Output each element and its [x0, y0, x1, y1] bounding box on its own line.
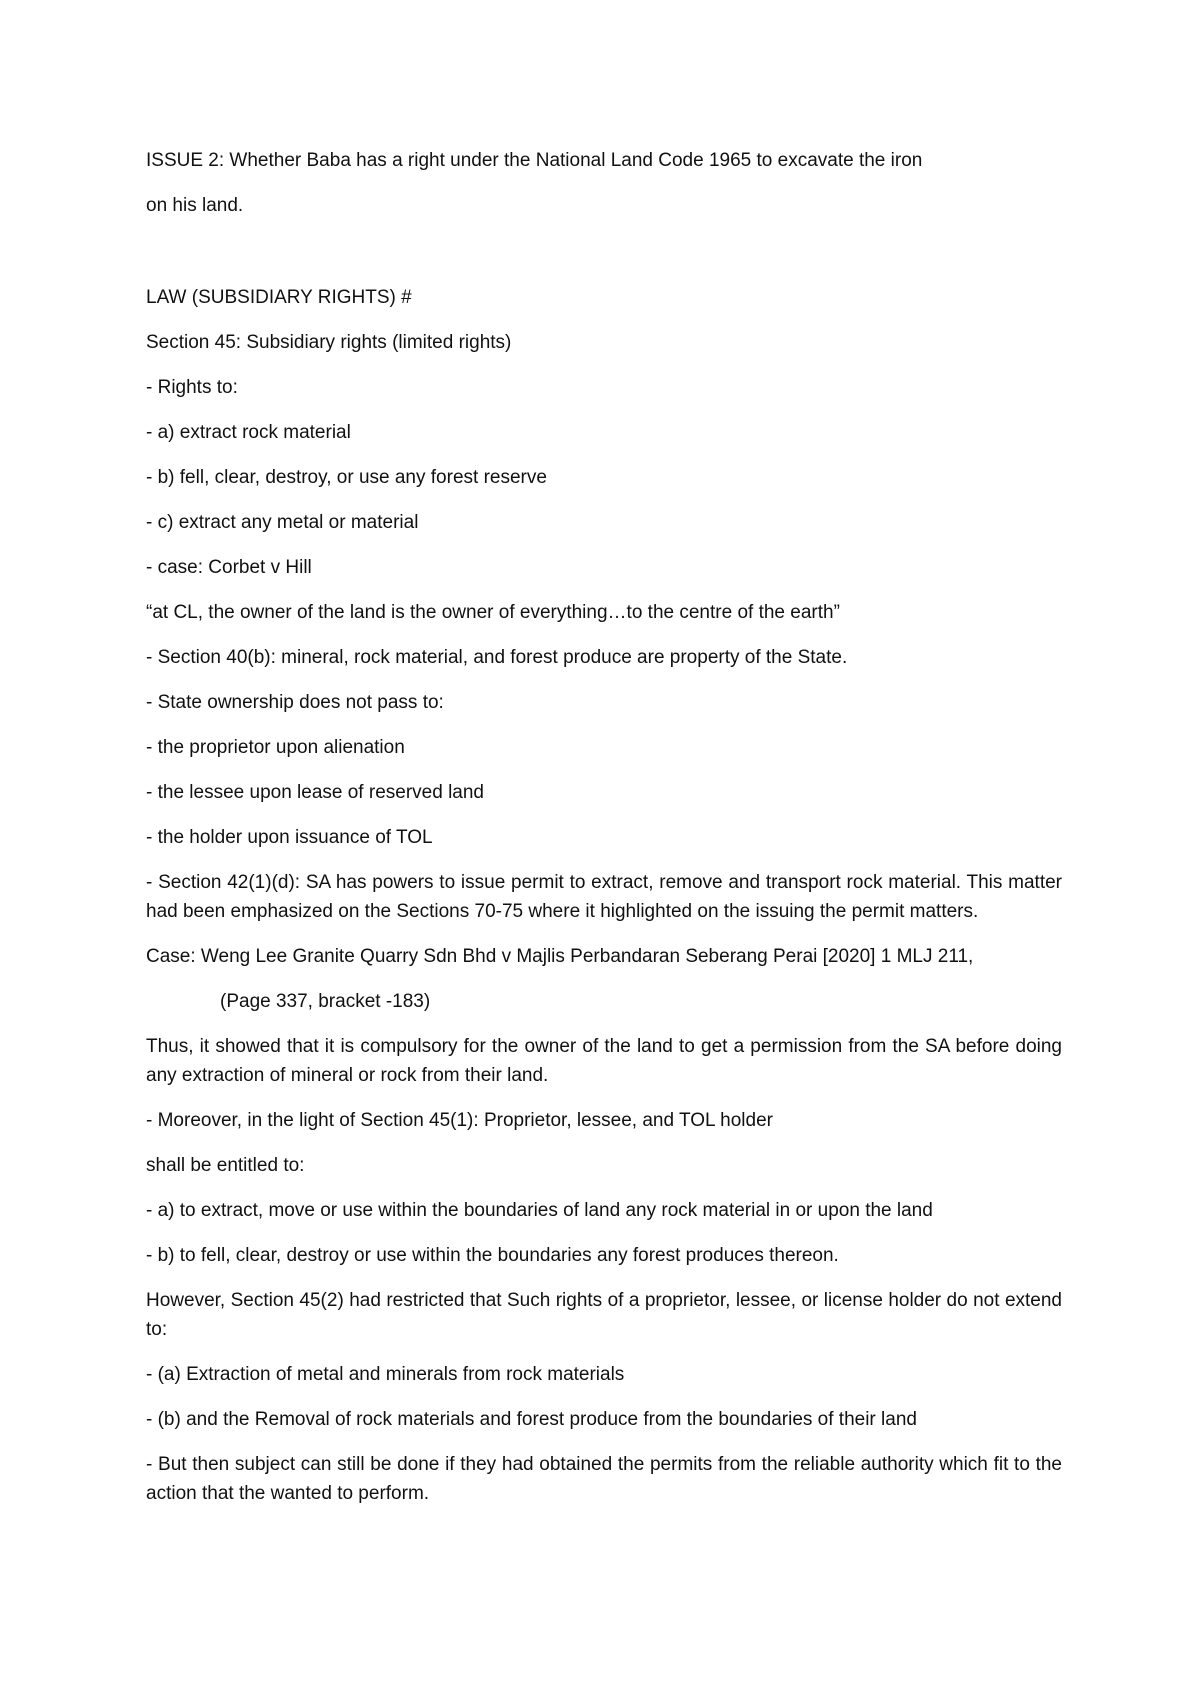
entitled-b: - b) to fell, clear, destroy or use within the boundaries any forest produces thereon. — [146, 1245, 839, 1266]
document-page — [146, 146, 1062, 1524]
issue-line-1: ISSUE 2: Whether Baba has a right under the National Land Code 1965 to excavate the iron — [146, 150, 923, 171]
right-a: - a) extract rock material — [146, 422, 351, 443]
law-heading: LAW (SUBSIDIARY RIGHTS) # — [146, 287, 412, 308]
section45-heading: Section 45: Subsidiary rights (limited rights) — [146, 332, 512, 353]
section42-paragraph: - Section 42(1)(d): SA has powers to issue permit to extract, remove and transport rock material. This matter had been emphasized on the Sections 70-75 where it highlighted on the issuing the permit matters. — [146, 872, 1062, 922]
right-c: - c) extract any metal or material — [146, 512, 419, 533]
issue-line-2: on his land. — [146, 195, 244, 216]
section40-item: - Section 40(b): mineral, rock material, and forest produce are property of the State. — [146, 647, 848, 668]
case-weng-lee-reference: (Page 337, bracket -183) — [220, 991, 431, 1012]
pass-holder: - the holder upon issuance of TOL — [146, 827, 433, 848]
rights-to-label: - Rights to: — [146, 377, 238, 398]
moreover-paragraph: - Moreover, in the light of Section 45(1): Proprietor, lessee, and TOL holder — [146, 1110, 773, 1131]
pass-proprietor: - the proprietor upon alienation — [146, 737, 405, 758]
thus-paragraph: Thus, it showed that it is compulsory for the owner of the land to get a permission from the SA before doing any extraction of mineral or rock from their land. — [146, 1036, 1062, 1086]
state-ownership-label: - State ownership does not pass to: — [146, 692, 444, 713]
entitled-a: - a) to extract, move or use within the boundaries of land any rock material in or upon the land — [146, 1200, 933, 1221]
but-then-paragraph: - But then subject can still be done if they had obtained the permits from the reliable authority which fit to the action that the wanted to perform. — [146, 1454, 1062, 1504]
entitled-label: shall be entitled to: — [146, 1155, 305, 1176]
however-paragraph: However, Section 45(2) had restricted that Such rights of a proprietor, lessee, or license holder do not extend to: — [146, 1290, 1062, 1340]
case-weng-lee: Case: Weng Lee Granite Quarry Sdn Bhd v Majlis Perbandaran Seberang Perai [2020] 1 MLJ 211, — [146, 946, 974, 967]
pass-lessee: - the lessee upon lease of reserved land — [146, 782, 484, 803]
corbet-quote: “at CL, the owner of the land is the owner of everything…to the centre of the earth” — [146, 602, 840, 623]
restrict-b: - (b) and the Removal of rock materials and forest produce from the boundaries of their land — [146, 1409, 917, 1430]
restrict-a: - (a) Extraction of metal and minerals from rock materials — [146, 1364, 625, 1385]
right-b: - b) fell, clear, destroy, or use any forest reserve — [146, 467, 547, 488]
case-corbet: - case: Corbet v Hill — [146, 557, 312, 578]
